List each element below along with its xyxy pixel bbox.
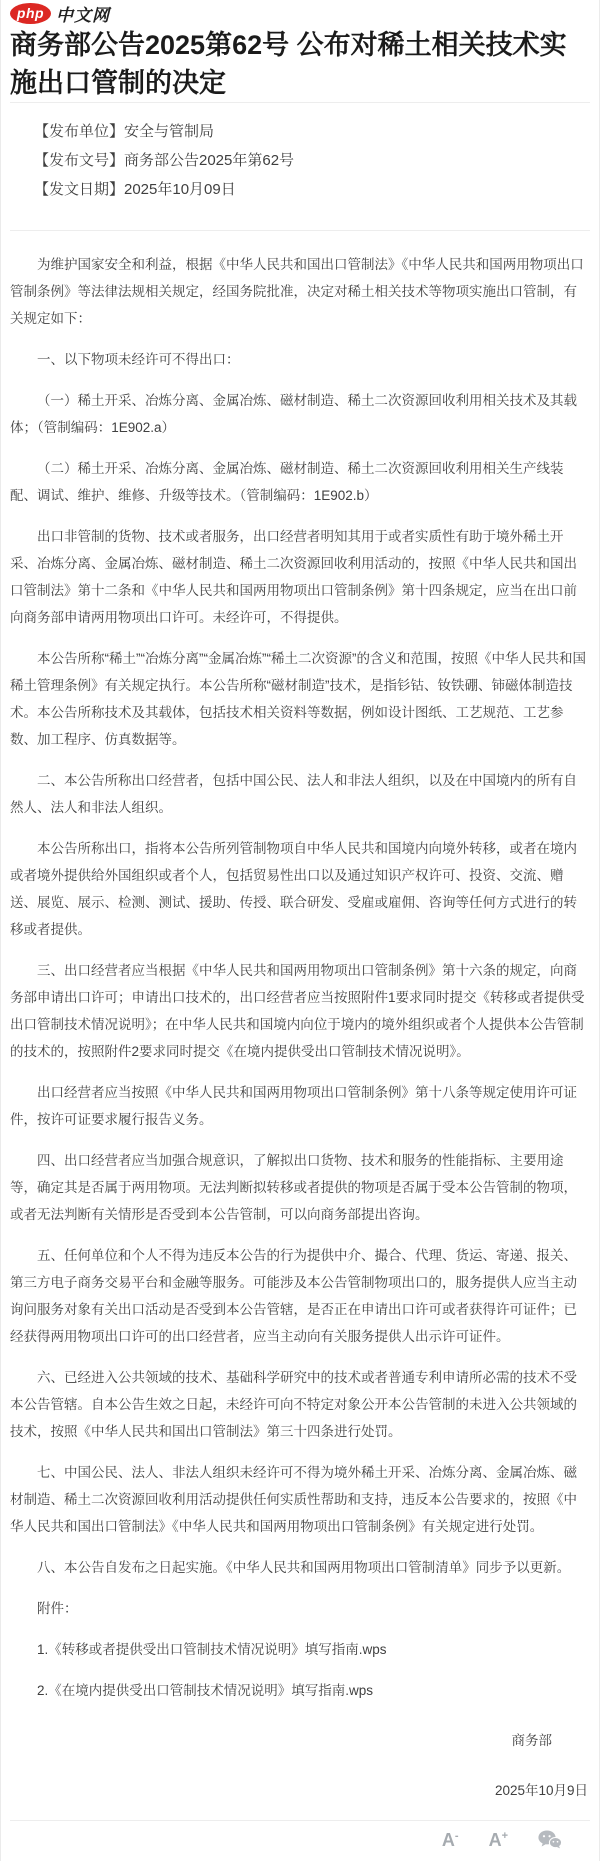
article-body	[10, 231, 590, 1804]
signature-issuer: 商务部	[511, 1733, 552, 1748]
article-paragraph: 二、本公告所称出口经营者，包括中国公民、法人和非法人组织，以及在中国境内的所有自然人、法人和非法人组织。	[10, 773, 577, 815]
site-header	[10, 0, 590, 102]
meta-document-number: 【发布文号】商务部公告2025年第62号	[34, 152, 295, 169]
document-meta	[10, 103, 590, 230]
php-logo-icon: php	[10, 3, 51, 24]
article-paragraph: 附件：	[37, 1601, 78, 1616]
article-paragraph: 六、已经进入公共领域的技术、基础科学研究中的技术或者普通专利申请所必需的技术不受本公告管辖。自本公告生效之日起，未经许可向不特定对象公开本公告管制的未进入公共领域的技术，按照《中华人民共和国出口管制法》第三十四条进行处罚。	[10, 1370, 577, 1439]
article-paragraph: 本公告所称“稀土”“冶炼分离”“金属冶炼”“稀土二次资源”的含义和范围，按照《中华人民共和国稀土管理条例》有关规定执行。本公告所称“磁材制造”技术，是指钐钴、钕铁硼、铈磁体制造技术。本公告所称技术及其载体，包括技术相关资料等数据，例如设计图纸、工艺规范、工艺参数、加工程序、仿真数据等。	[10, 651, 586, 747]
site-logo[interactable]	[10, 2, 110, 24]
article-paragraph: 出口经营者应当按照《中华人民共和国两用物项出口管制条例》第十八条等规定使用许可证件，按许可证要求履行报告义务。	[10, 1085, 577, 1127]
signature-date: 2025年10月9日	[494, 1783, 588, 1798]
wechat-share-button[interactable]	[538, 1830, 562, 1849]
article-paragraph: 为维护国家安全和利益，根据《中华人民共和国出口管制法》《中华人民共和国两用物项出口管制条例》等法律法规相关规定，经国务院批准，决定对稀土相关技术等物项实施出口管制，有关规定如下：	[10, 257, 584, 326]
meta-issuing-unit: 【发布单位】安全与管制局	[34, 123, 215, 140]
attachment-list	[10, 1636, 590, 1704]
article-paragraph: 一、以下物项未经许可不得出口：	[37, 352, 240, 367]
font-increase-button[interactable]: A+	[488, 1829, 508, 1850]
article-paragraph: 七、中国公民、法人、非法人组织未经许可不得为境外稀土开采、冶炼分离、金属冶炼、磁材制造、稀土二次资源回收利用活动提供任何实质性帮助和支持，违反本公告要求的，按照《中华人民共和国出口管制法》《中华人民共和国两用物项出口管制条例》有关规定进行处罚。	[10, 1465, 577, 1534]
paragraph-list	[10, 251, 590, 1622]
article-paragraph: 三、出口经营者应当根据《中华人民共和国两用物项出口管制条例》第十六条的规定，向商务部申请出口许可；申请出口技术的，出口经营者应当按照附件1要求同时提交《转移或者提供受出口管制技术情况说明》；在中华人民共和国境内向位于境内的境外组织或者个人提供本公告管制的技术的，按照附件2要求同时提交《在境内提供受出口管制技术情况说明》。	[10, 963, 585, 1059]
article-footer	[10, 1820, 590, 1861]
article-paragraph: 出口非管制的货物、技术或者服务，出口经营者明知其用于或者实质性有助于境外稀土开采、冶炼分离、金属冶炼、磁材制造、稀土二次资源回收利用活动的，按照《中华人民共和国出口管制法》第十二条和《中华人民共和国两用物项出口管制条例》第十四条规定，应当在出口前向商务部申请两用物项出口许可。未经许可，不得提供。	[10, 529, 577, 625]
article-paragraph: （二）稀土开采、冶炼分离、金属冶炼、磁材制造、稀土二次资源回收利用相关生产线装配、调试、维护、维修、升级等技术。（管制编码：1E902.b）	[10, 461, 564, 503]
article-paragraph: 本公告所称出口，指将本公告所列管制物项自中华人民共和国境内向境外转移，或者在境内或者境外提供给外国组织或者个人，包括贸易性出口以及通过知识产权许可、投资、交流、赠送、展览、展示、检测、测试、援助、传授、联合研发、受雇或雇佣、咨询等任何方式进行的转移或者提供。	[10, 841, 577, 937]
attachment-item: 1.《转移或者提供受出口管制技术情况说明》填写指南.wps	[37, 1642, 387, 1657]
meta-issue-date: 【发文日期】2025年10月09日	[34, 181, 236, 198]
attachment-item: 2.《在境内提供受出口管制技术情况说明》填写指南.wps	[37, 1683, 374, 1698]
site-logo-text: 中文网	[56, 5, 110, 25]
page-title: 商务部公告2025第62号 公布对稀土相关技术实施出口管制的决定	[10, 30, 567, 98]
wechat-icon	[538, 1837, 562, 1852]
article-paragraph: 八、本公告自发布之日起实施。《中华人民共和国两用物项出口管制清单》同步予以更新。	[37, 1560, 571, 1575]
article-paragraph: （一）稀土开采、冶炼分离、金属冶炼、磁材制造、稀土二次资源回收利用相关技术及其载体；（管制编码：1E902.a）	[10, 393, 577, 435]
article-paragraph: 五、任何单位和个人不得为违反本公告的行为提供中介、撮合、代理、货运、寄递、报关、第三方电子商务交易平台和金融等服务。可能涉及本公告管制物项出口的，服务提供人应当主动询问服务对象有关出口活动是否受到本公告管辖，是否正在申请出口许可或者获得许可证件；已经获得两用物项出口许可的出口经营者，应当主动向有关服务提供人出示许可证件。	[10, 1248, 577, 1344]
article-paragraph: 四、出口经营者应当加强合规意识，了解拟出口货物、技术和服务的性能指标、主要用途等，确定其是否属于两用物项。无法判断拟转移或者提供的物项是否属于受本公告管制的物项，或者无法判断有关情形是否受到本公告管制，可以向商务部提出咨询。	[10, 1153, 577, 1222]
font-decrease-button[interactable]: A-	[441, 1829, 459, 1850]
